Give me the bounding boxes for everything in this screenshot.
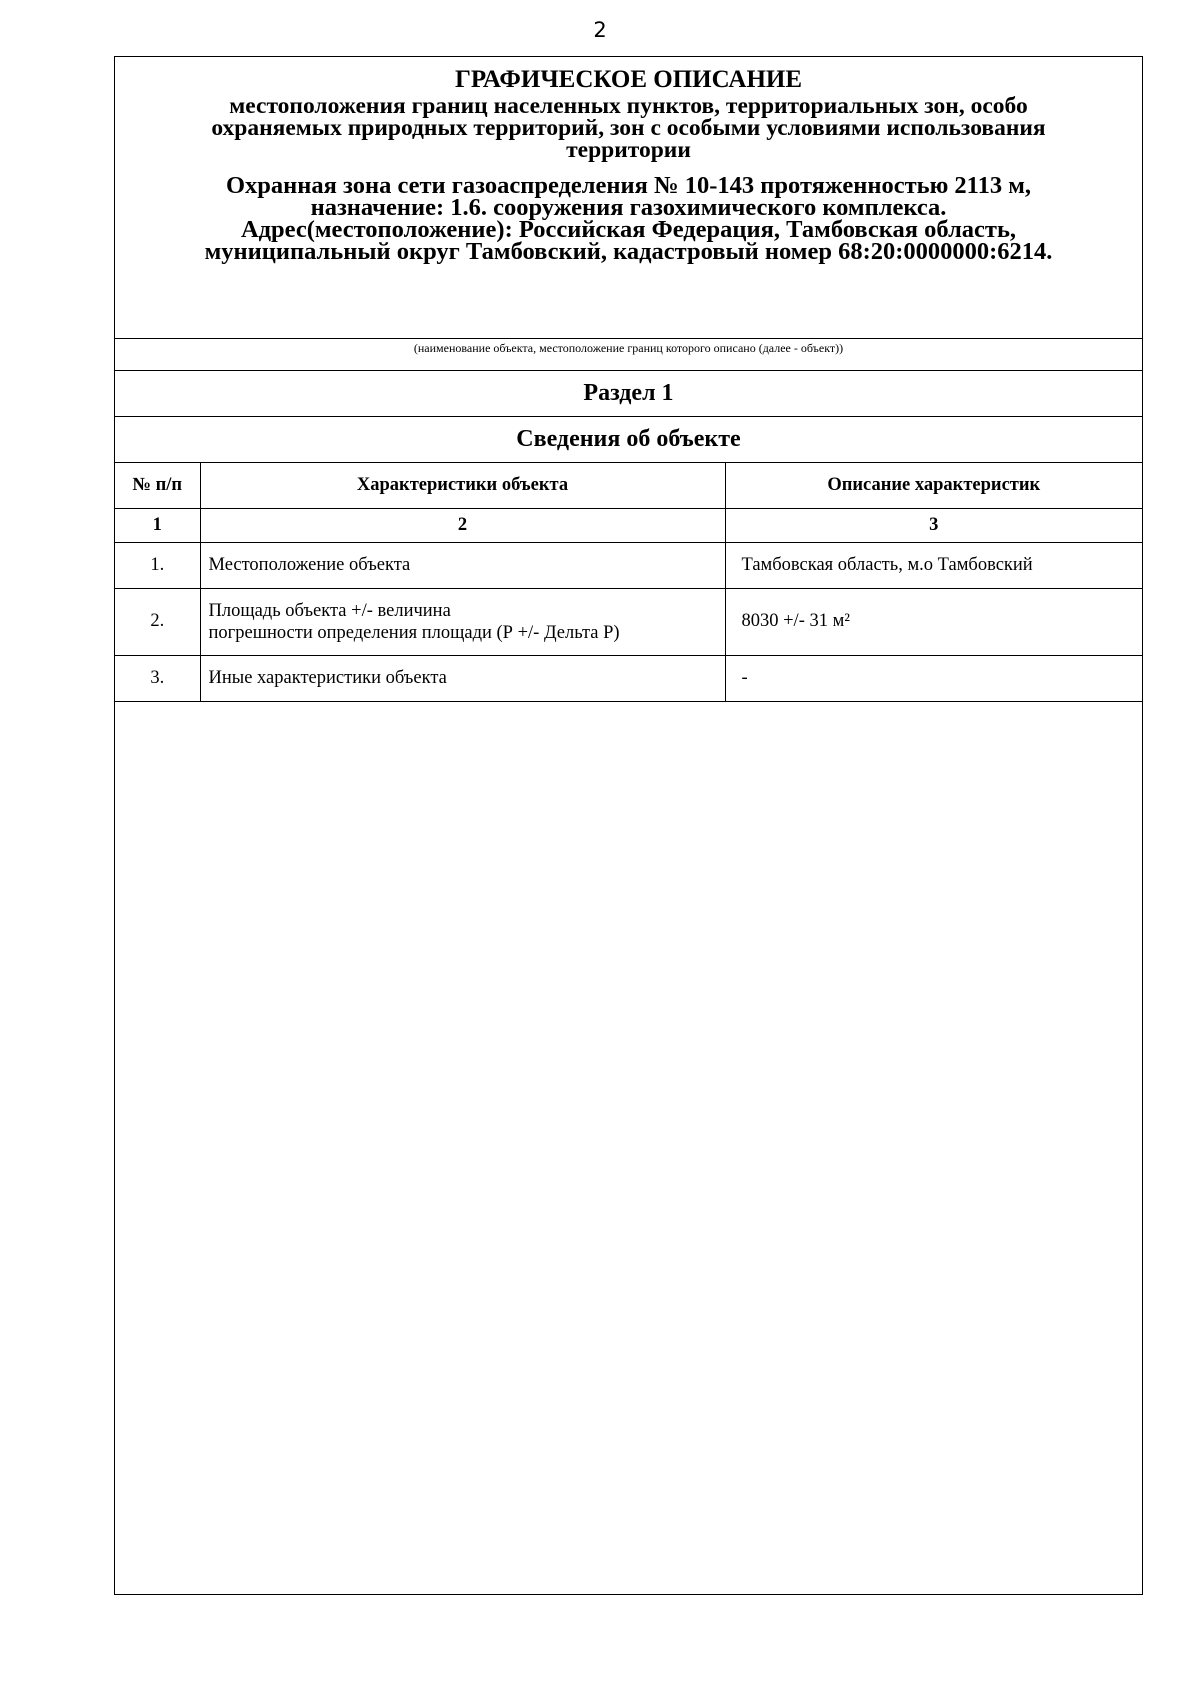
characteristic-line: Площадь объекта +/- величина (208, 600, 451, 621)
object-title-line: Охранная зона сети газоаспределения № 10-143 протяженностью 2113 м, (225, 172, 1032, 199)
object-caption: (наименование объекта, местоположение границ которого описано (далее - объект)) (115, 338, 1142, 371)
table-row (115, 542, 1142, 588)
object-info-table (115, 463, 1142, 702)
index-cell: 2 (200, 508, 725, 542)
row-description: Тамбовская область, м.о Тамбовский (725, 542, 1142, 588)
subtitle-line: местоположения границ населенных пунктов, территориальных зон, особо (229, 93, 1028, 119)
subtitle-line: охраняемых природных территорий, зон с особыми условиями использования (211, 115, 1046, 141)
object-title (115, 172, 1142, 265)
section-title: Сведения об объекте (115, 417, 1142, 463)
row-description: 8030 +/- 31 м² (725, 588, 1142, 655)
page-number: 2 (593, 18, 607, 42)
row-number: 1. (115, 542, 200, 588)
header-cell-number: № п/п (115, 463, 200, 508)
section-number-title: Раздел 1 (115, 371, 1142, 417)
row-number: 2. (115, 588, 200, 655)
index-cell: 1 (115, 508, 200, 542)
object-title-line: назначение: 1.6. сооружения газохимического комплекса. (310, 194, 947, 221)
table-header-row (115, 463, 1142, 508)
row-number: 3. (115, 655, 200, 701)
row-description: - (725, 655, 1142, 701)
subtitle-line: территории (566, 137, 691, 163)
row-characteristic (200, 542, 725, 588)
characteristic-line: погрешности определения площади (Р +/- Дельта Р) (208, 622, 620, 643)
table-row (115, 655, 1142, 701)
document-title: ГРАФИЧЕСКОЕ ОПИСАНИЕ (454, 66, 803, 93)
header-cell-characteristic: Характеристики объекта (200, 463, 725, 508)
table-index-row (115, 508, 1142, 542)
document-subtitle (115, 95, 1142, 161)
header-cell-description: Описание характеристик (725, 463, 1142, 508)
row-characteristic (200, 588, 725, 655)
table-row (115, 588, 1142, 655)
document-header (115, 57, 1142, 338)
index-cell: 3 (725, 508, 1142, 542)
characteristic-line: Иные характеристики объекта (208, 668, 447, 688)
object-title-line: муниципальный округ Тамбовский, кадастровый номер 68:20:0000000:6214. (204, 238, 1053, 265)
object-title-line: Адрес(местоположение): Российская Федерация, Тамбовская область, (240, 216, 1017, 243)
characteristic-line: Местоположение объекта (208, 555, 411, 575)
document-frame (114, 56, 1143, 1595)
row-characteristic (200, 655, 725, 701)
